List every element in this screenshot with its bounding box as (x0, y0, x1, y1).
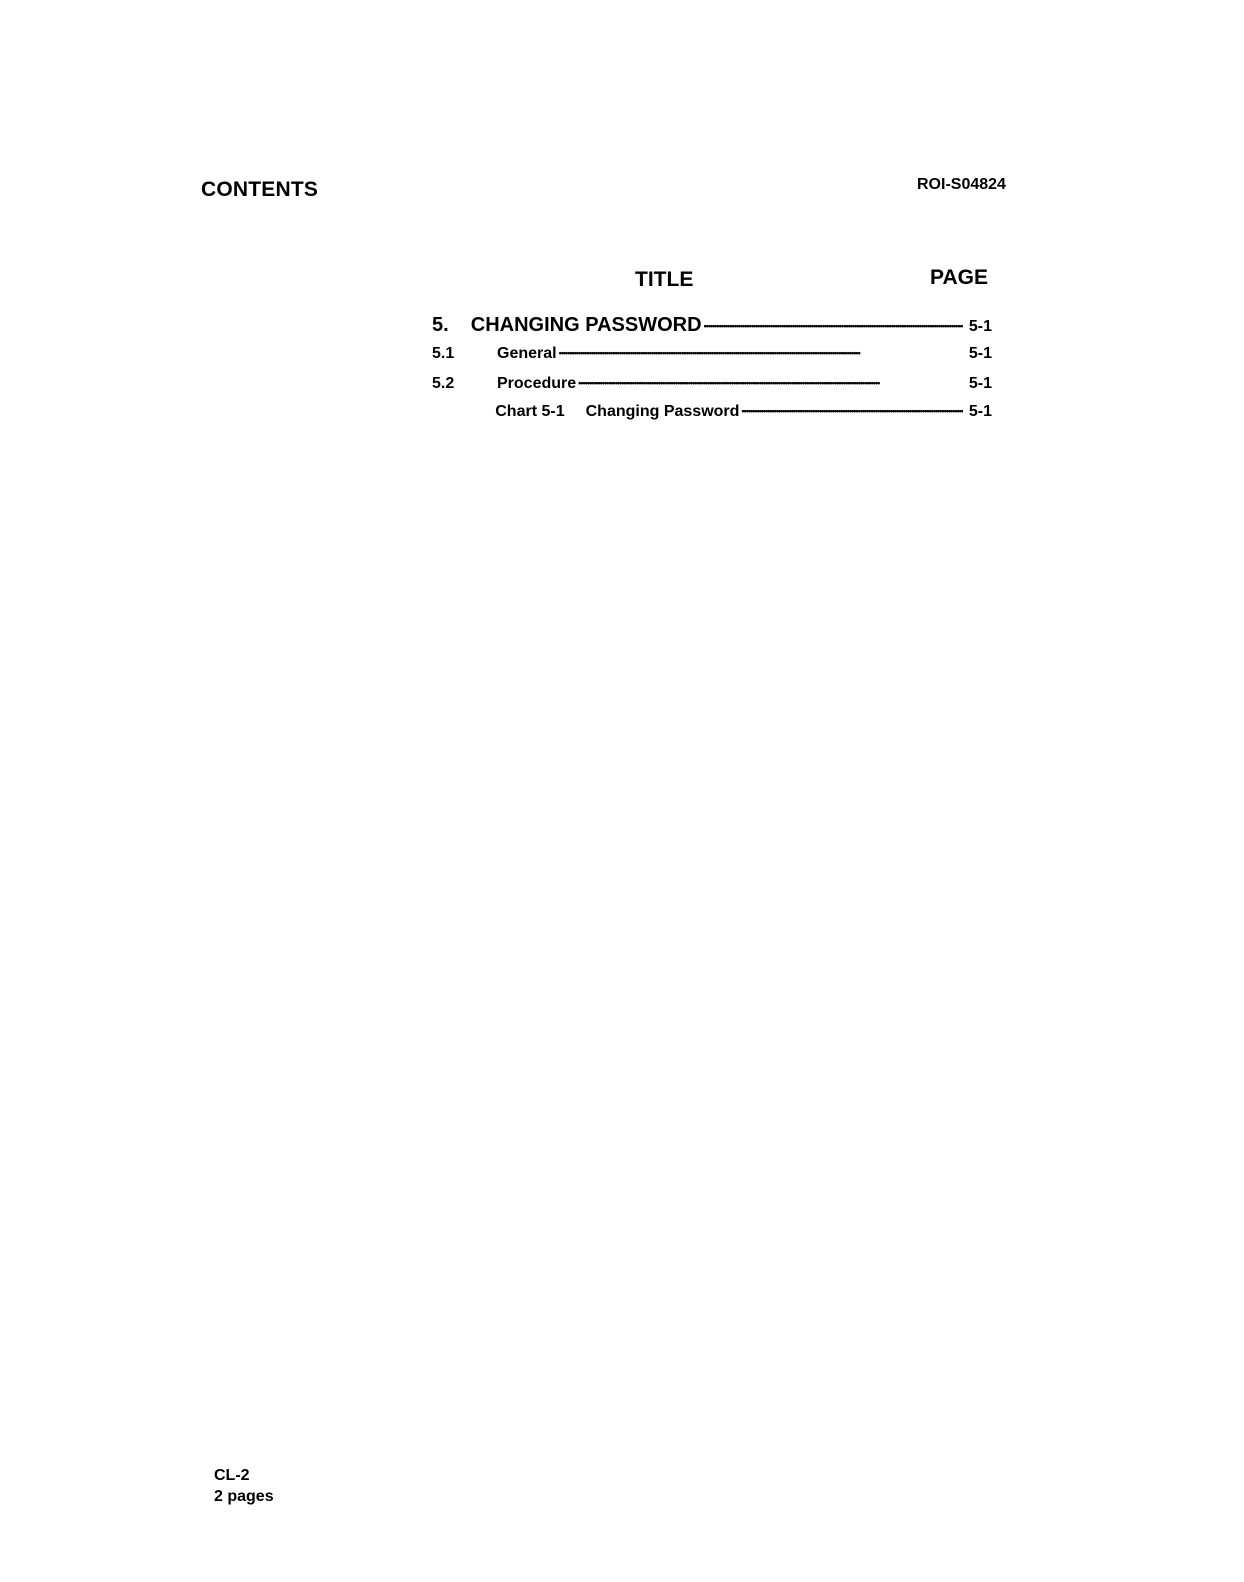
dot-leader (559, 348, 963, 358)
toc-entry-title: Changing Password (585, 403, 740, 420)
page-title: CONTENTS (201, 178, 319, 201)
toc-entry[interactable] (432, 345, 992, 373)
dot-leader (578, 378, 963, 388)
toc-entry-title: Procedure (497, 375, 577, 392)
column-header-page: PAGE (930, 266, 988, 289)
toc-entry[interactable] (432, 403, 992, 431)
toc-entry-number: 5.2 (432, 375, 455, 392)
footer-page-count: 2 pages (214, 1488, 274, 1505)
toc-entry-number: 5.1 (432, 345, 455, 362)
toc-entry-title: CHANGING PASSWORD (470, 314, 702, 336)
toc-entry-page: 5-1 (968, 375, 992, 392)
toc-entry-page: 5-1 (968, 403, 992, 420)
column-header-title: TITLE (635, 268, 694, 291)
toc-entry-chart-label: Chart 5-1 (495, 403, 565, 420)
toc-entry[interactable] (432, 314, 992, 342)
dot-leader (741, 406, 962, 416)
document-id: ROI-S04824 (917, 176, 1006, 193)
dot-leader (704, 321, 963, 331)
footer-page-code: CL-2 (214, 1467, 250, 1484)
toc-entry-title: General (497, 345, 557, 362)
toc-entry-page: 5-1 (968, 318, 992, 335)
toc-entry-number: 5. (432, 314, 449, 336)
toc-entry-page: 5-1 (968, 345, 992, 362)
toc-entry[interactable] (432, 375, 992, 403)
